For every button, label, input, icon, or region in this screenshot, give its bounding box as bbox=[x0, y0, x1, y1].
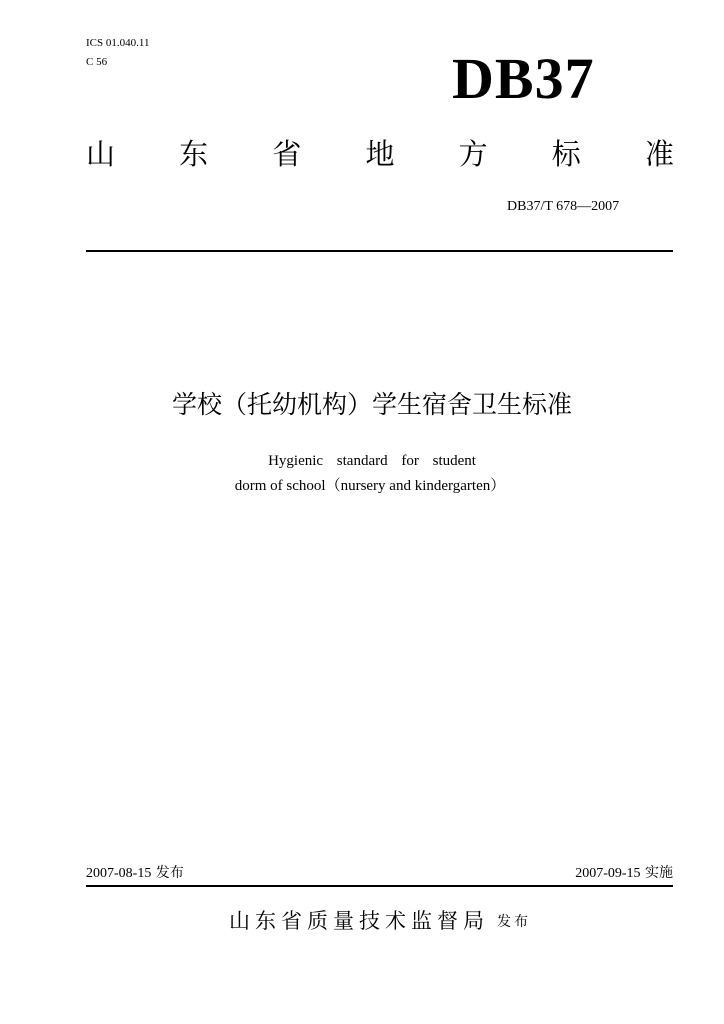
bottom-divider bbox=[86, 885, 673, 887]
release-label: 发布 bbox=[155, 864, 184, 881]
standard-type-char: 地 bbox=[365, 137, 395, 171]
standard-type-char: 东 bbox=[179, 137, 209, 171]
standard-logo: DB37 bbox=[452, 46, 595, 111]
issuer-suffix: 发布 bbox=[497, 914, 531, 930]
standard-number: DB37/T 678—2007 bbox=[507, 199, 620, 214]
implement-label: 实施 bbox=[645, 864, 673, 881]
issuing-authority: 山东省质量技术监督局 bbox=[229, 909, 489, 933]
ics-code: ICS 01.040.11 bbox=[86, 37, 150, 49]
implement-date: 2007-09-15 bbox=[575, 865, 641, 881]
document-title-chinese: 学校（托幼机构）学生宿舍卫生标准 bbox=[171, 390, 572, 419]
standard-type-char: 准 bbox=[644, 137, 674, 171]
standard-type-char: 山 bbox=[86, 137, 116, 171]
standard-type-char: 方 bbox=[458, 137, 488, 171]
implement-date-group bbox=[575, 863, 673, 884]
standard-type-char: 标 bbox=[551, 137, 581, 171]
date-row bbox=[86, 862, 673, 884]
document-title-english-line1: Hygienic standard for student bbox=[268, 453, 476, 469]
standard-type-heading bbox=[86, 134, 674, 174]
issuer-line bbox=[0, 904, 724, 939]
top-divider bbox=[86, 250, 673, 252]
release-date-group bbox=[86, 863, 184, 884]
ccs-code: C 56 bbox=[86, 56, 108, 68]
release-date: 2007-08-15 bbox=[86, 865, 152, 881]
document-title-english-line2: dorm of school（nursery and kindergarten） bbox=[234, 478, 506, 494]
standard-type-char: 省 bbox=[272, 137, 302, 171]
